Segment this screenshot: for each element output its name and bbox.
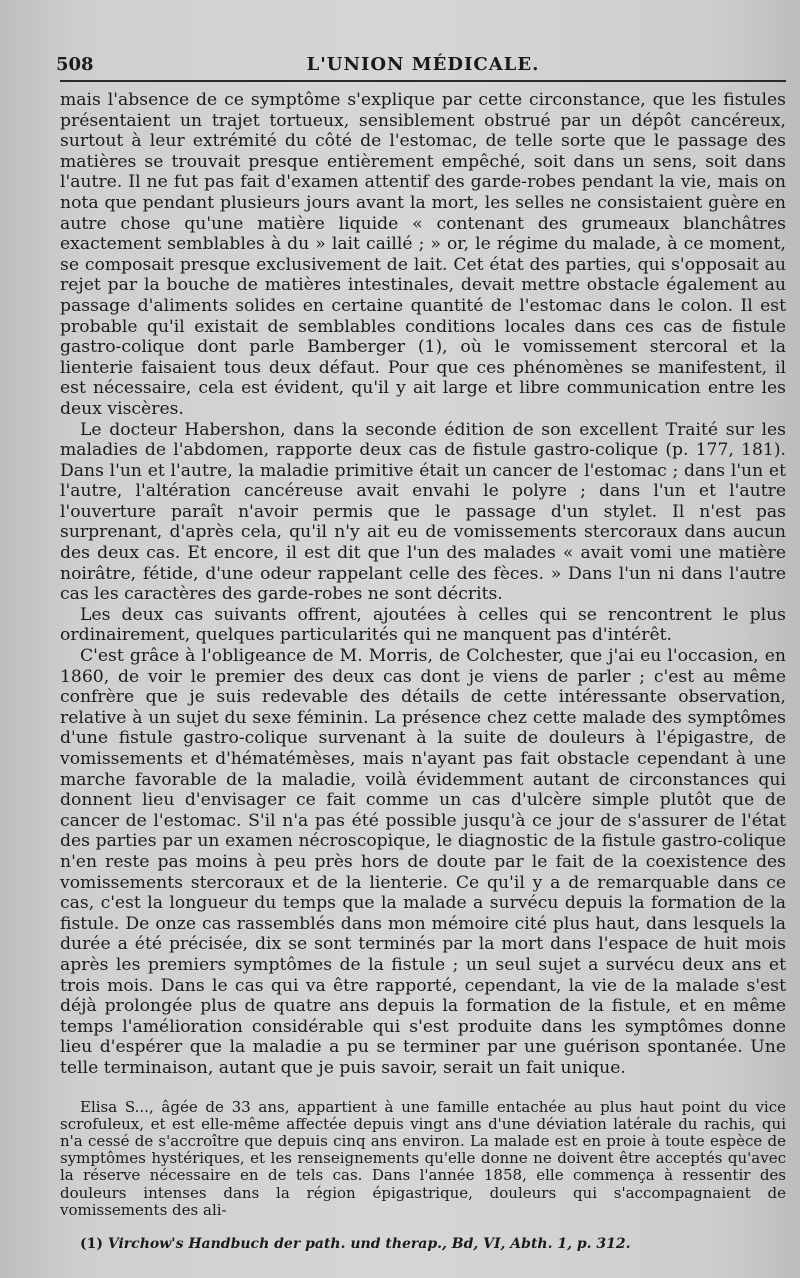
paragraph-3: Les deux cas suivants offrent, ajoutées à celles qui se rencontrent le plus ordinairement, quelques particularités qui ne manquent pas d'intérêt. (60, 604, 786, 646)
page-header (56, 44, 786, 75)
paragraph-2: Le docteur Habershon, dans la seconde édition de son excellent Traité sur les maladies de l'abdomen, rapporte deux cas de fistule gastro-colique (p. 177, 181). Dans l'un et l'autre, la maladie primitive était un cancer de l'estomac ; dans l'un et l'autre, l'altération cancéreuse avait envahi le polyre ; dans l'un et l'autre l'ouverture paraît n'avoir permis que le passage d'un stylet. Il n'est pas surprenant, d'après cela, qu'il n'y ait eu de vomissements stercoraux dans aucun des deux cas. Et encore, il est dit que l'un des malades « avait vomi une matière noirâtre, fétide, d'une odeur rappelant celle des fèces. » Dans l'un ni dans l'autre cas les caractères des garde-robes ne sont décrits. (60, 419, 786, 605)
footnote-text: Virchow's Handbuch der path. und therap., Bd, VI, Abth. 1, p. 312. (107, 1236, 631, 1252)
page-number: 508 (56, 54, 94, 75)
paragraph-1: mais l'absence de ce symptôme s'explique par cette circonstance, que les fistules présentaient un trajet tortueux, sensiblement obstrué par un dépôt cancéreux, surtout à leur extrémité du côté de l'estomac, de telle sorte que le passage des matières se trouvait presque entièrement empêché, soit dans un sens, soit dans l'autre. Il ne fut pas fait d'examen attentif des garde-robes pendant la vie, mais on nota que pendant plusieurs jours avant la mort, les selles ne consistaient guère en autre chose qu'une matière liquide « contenant des grumeaux blanchâtres exactement semblables à du » lait caillé ; » or, le régime du malade, à ce moment, se composait presque exclusivement de lait. Cet état des parties, qui s'opposait au rejet par la bouche de matières intestinales, devait mettre obstacle également au passage d'aliments solides en certaine quantité de l'estomac dans le colon. Il est probable qu'il existait de semblables conditions locales dans ces cas de fistule gastro-colique dont parle Bamberger (1), où le vomissement stercoral et la lienterie faisaient tous deux défaut. Pour que ces phénomènes se manifestent, il est nécessaire, cela est évident, qu'il y ait large et libre communication entre les deux viscères. (60, 90, 786, 419)
case-paragraph: Elisa S..., âgée de 33 ans, appartient à une famille entachée au plus haut point du vice scrofuleux, et est elle-même affectée depuis vingt ans d'une déviation latérale du rachis, qui n'a cessé de s'accroître que depuis cinq ans environ. La malade est en proie à toute espèce de symptômes hystériques, et les renseignements qu'elle donne ne doivent être acceptés qu'avec la réserve nécessaire en de tels cas. Dans l'année 1858, elle commença à ressentir des douleurs intenses dans la région épigastrique, douleurs qui s'accompagnaient de vomissements des ali- (60, 1097, 786, 1219)
paragraph-4: C'est grâce à l'obligeance de M. Morris, de Colchester, que j'ai eu l'occasion, en 1860, de voir le premier des deux cas dont je viens de parler ; c'est au même confrère que je suis redevable des détails de cette intéressante observation, relative à un sujet du sexe féminin. La présence chez cette malade des symptômes d'une fistule gastro-colique survenant à la suite de douleurs à l'épigastre, de vomissements et d'hématémèses, mais n'ayant pas fait obstacle cependant à une marche favorable de la maladie, voilà évidemment autant de circonstances qui donnent lieu d'envisager ce fait comme un cas d'ulcère simple plutôt que de cancer de l'estomac. S'il n'a pas été possible jusqu'à ce jour de s'assurer de l'état des parties par un examen nécroscopique, le diagnostic de la fistule gastro-colique n'en reste pas moins à peu près hors de doute par le fait de la coexistence des vomissements stercoraux et de la lienterie. Ce qu'il y a de remarquable dans ce cas, c'est la longueur du temps que la malade a survécu depuis la formation de la fistule. De onze cas rassemblés dans mon mémoire cité plus haut, dans lesquels la durée a été précisée, dix se sont terminés par la mort dans l'espace de huit mois après les premiers symptômes de la fistule ; un seul sujet a survécu deux ans et trois mois. Dans le cas qui va être rapporté, cependant, la vie de la malade s'est déjà prolongée plus de quatre ans depuis la formation de la fistule, et en même temps l'amélioration considérable qui s'est produite dans les symptômes donne lieu d'espérer que la maladie a pu se terminer par une guérison spontanée. Une telle terminaison, autant que je puis savoir, serait un fait unique. (60, 646, 786, 1078)
running-title: L'UNION MÉDICALE. (306, 54, 540, 75)
footnote-marker: (1) (80, 1236, 103, 1252)
article-body (60, 90, 786, 1079)
case-observation (60, 1099, 786, 1219)
footnote (60, 1236, 786, 1252)
header-rule (60, 80, 786, 82)
